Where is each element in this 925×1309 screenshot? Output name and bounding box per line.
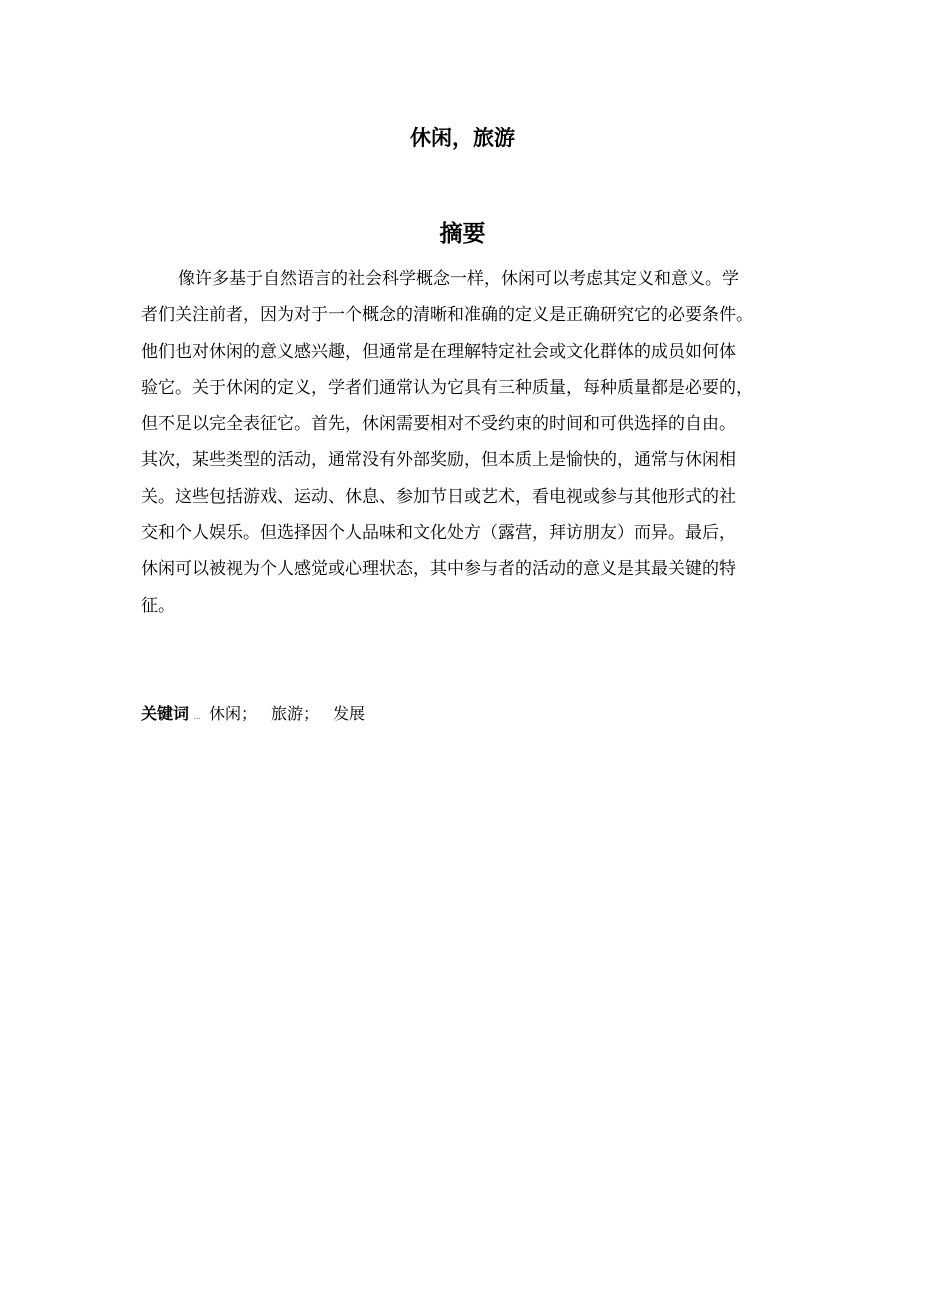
abstract-line: 征。 <box>141 595 175 616</box>
keywords-row <box>141 700 379 728</box>
abstract-line: 但不足以完全表征它。首先，休闲需要相对不受约束的时间和可供选择的自由。 <box>141 414 736 435</box>
abstract-line: 休闲可以被视为个人感觉或心理状态，其中参与者的活动的意义是其最关键的特 <box>141 559 736 580</box>
keywords-label: 关键词 <box>141 704 190 723</box>
document-title: 休闲，旅游 <box>410 126 515 150</box>
abstract-line: 关。这些包括游戏、运动、休息、参加节日或艺术，看电视或参与其他形式的社 <box>141 486 736 507</box>
abstract-line: 验它。关于休闲的定义，学者们通常认为它具有三种质量，每种质量都是必要的， <box>141 377 753 398</box>
abstract-heading: 摘要 <box>439 221 486 247</box>
keyword-item: 旅游； <box>271 704 320 723</box>
abstract-line: 交和个人娱乐。但选择因个人品味和文化处方（露营，拜访朋友）而异。最后， <box>141 523 736 544</box>
abstract-line: 像许多基于自然语言的社会科学概念一样，休闲可以考虑其定义和意义。学 <box>178 269 739 289</box>
abstract-line: 者们关注前者，因为对于一个概念的清晰和准确的定义是正确研究它的必要条件。 <box>141 305 753 326</box>
keyword-item: 发展 <box>333 704 366 723</box>
abstract-line: 他们也对休闲的意义感兴趣，但通常是在理解特定社会或文化群体的成员如何体 <box>141 341 736 362</box>
abstract-line: 其次，某些类型的活动，通常没有外部奖励，但本质上是愉快的，通常与休闲相 <box>141 450 736 471</box>
keyword-item: 休闲； <box>209 704 258 723</box>
keywords-separator <box>194 716 200 719</box>
abstract-paragraph <box>141 261 801 624</box>
